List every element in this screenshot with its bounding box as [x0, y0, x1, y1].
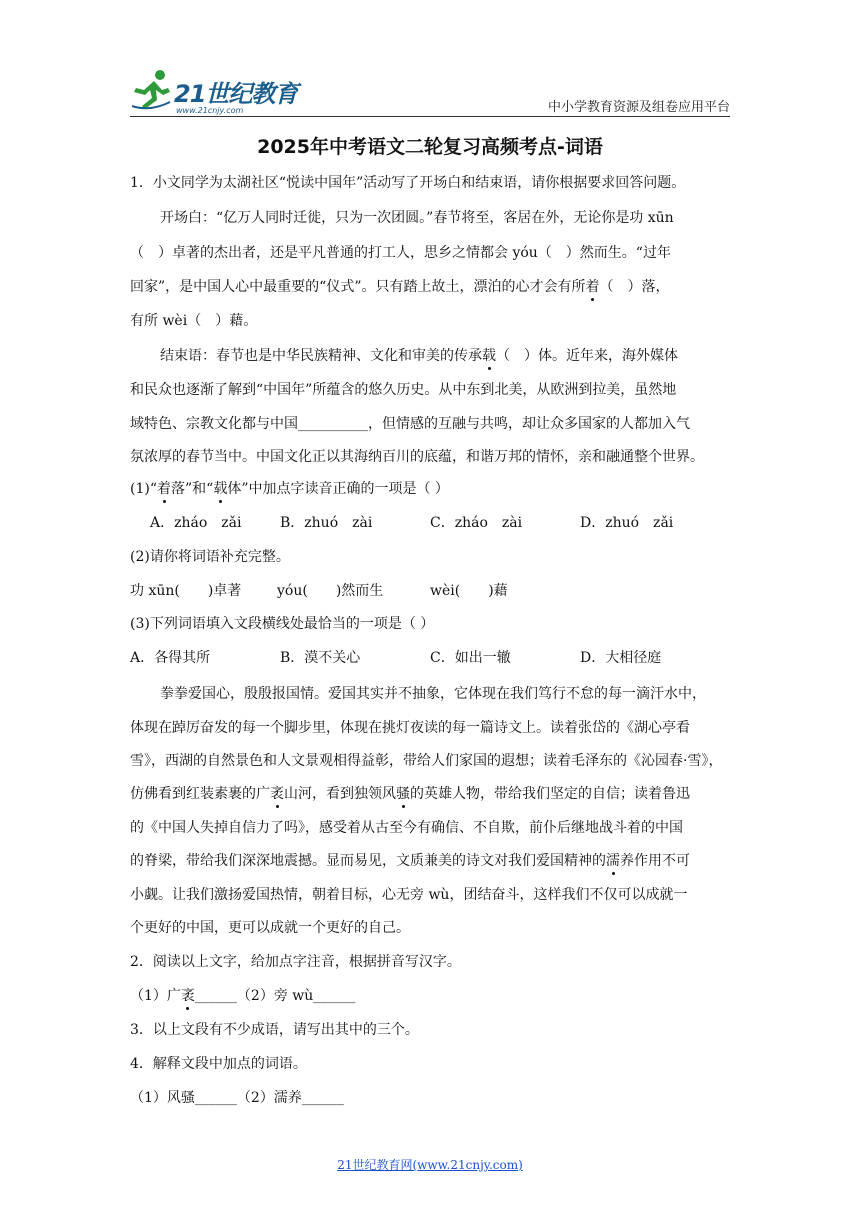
- passage-line-5: 的《中国人失掉自信力了吗》，感受着从古至今有确信、不自欺，前仆后继地战斗着的中国: [130, 820, 683, 836]
- platform-name: 中小学教育资源及组卷应用平台: [547, 100, 730, 115]
- q1-sub2-item-2: yóu( )然而生: [277, 583, 384, 599]
- footer-link[interactable]: 21世纪教育网(www.21cnjy.com): [337, 1158, 523, 1172]
- q1-sub3-stem: (3)下列词语填入文段横线处最恰当的一项是（ ）: [130, 616, 435, 632]
- page-header: [130, 62, 730, 122]
- q1-closing-line-4: 氛浓厚的春节当中。中国文化正以其海纳百川的底蕴，和谐万邦的情怀，亲和融通整个世界。: [130, 449, 704, 465]
- passage-line-3: 雪》，西湖的自然景色和人文景观相得益彰，带给人们家国的遐想；读着毛泽东的《沁园春·雪》，: [130, 753, 723, 769]
- q1-opening-line-2: （ ）卓著的杰出者，还是平凡普通的打工人，思乡之情都会 yóu（ ）然而生。“过年: [130, 245, 671, 261]
- q3-stem: 3．以上文段有不少成语，请写出其中的三个。: [130, 1022, 419, 1038]
- logo-url: www.21cnjy.com: [176, 106, 244, 115]
- q4-answer-line: （1）风骚______（2）濡养______: [130, 1090, 344, 1106]
- passage-line-2: 体现在踔厉奋发的每一个脚步里，体现在挑灯夜读的每一篇诗文上。读着张岱的《湖心亭看: [130, 720, 690, 736]
- q1-closing-line-2: 和民众也逐渐了解到“中国年”所蕴含的悠久历史。从中东到北美，从欧洲到拉美，虽然地: [130, 382, 677, 398]
- header-divider: [130, 116, 730, 117]
- passage-line-6: 的脊梁，带给我们深深地震撼。显而易见，文质兼美的诗文对我们爱国精神的濡养作用不可: [130, 850, 690, 870]
- passage-line-1: 拳拳爱国心，殷殷报国情。爱国其实并不抽象，它体现在我们笃行不怠的每一滴汗水中，: [160, 686, 706, 702]
- passage-line-4: 仿佛看到红装素裹的广袤山河，看到独领风骚的英雄人物，带给我们坚定的自信；读着鲁迅: [130, 783, 690, 803]
- q1-stem: 1．小文同学为太湖社区“悦读中国年”活动写了开场白和结束语，请你根据要求回答问题。: [130, 175, 686, 191]
- q2-answer-line: （1）广袤______（2）旁 wù______: [130, 985, 355, 1005]
- q1-opening-line-4: 有所 wèi（ ）藉。: [130, 313, 258, 329]
- q1-sub2-item-3: wèi( )藉: [430, 583, 508, 599]
- dotted-char: 着: [585, 276, 599, 296]
- logo: [130, 68, 300, 118]
- q1-sub1-option-b: B．zhuó zài: [280, 515, 373, 531]
- dotted-char: 载: [482, 345, 496, 365]
- q1-closing-line-1: 结束语：春节也是中华民族精神、文化和审美的传承载（ ）体。近年来，海外媒体: [160, 345, 678, 365]
- q1-sub2-stem: (2)请你将词语补充完整。: [130, 549, 290, 565]
- logo-text: 21世纪教育: [174, 80, 298, 108]
- passage-line-8: 个更好的中国，更可以成就一个更好的自己。: [130, 920, 410, 936]
- q1-opening-line-1: 开场白：“亿万人同时迁徙，只为一次团圆。”春节将至，客居在外，无论你是功 xūn: [160, 210, 674, 226]
- q1-sub1-stem: (1)“着落”和“载体”中加点字读音正确的一项是（ ）: [130, 478, 449, 498]
- q1-opening-line-3: 回家”，是中国人心中最重要的“仪式”。只有踏上故土，漂泊的心才会有所着（ ）落，: [130, 276, 669, 296]
- q1-sub1-option-a: A．zháo zǎi: [150, 515, 242, 531]
- q1-sub1-option-d: D．zhuó zǎi: [580, 515, 674, 531]
- q1-sub3-option-a: A．各得其所: [130, 650, 211, 666]
- q1-sub3-option-d: D．大相径庭: [580, 650, 662, 666]
- passage-line-7: 小觑。让我们激扬爱国热情，朝着目标，心无旁 wù，团结奋斗，这样我们不仅可以成就一: [130, 887, 688, 903]
- q1-closing-line-3: 域特色、宗教文化都与中国__________，但情感的互融与共鸣，却让众多国家的人都加入气: [130, 416, 690, 432]
- q1-sub3-option-c: C．如出一辙: [430, 650, 511, 666]
- q1-sub2-item-1: 功 xūn( )卓著: [130, 583, 242, 599]
- q4-stem: 4．解释文段中加点的词语。: [130, 1056, 307, 1072]
- q1-sub3-option-b: B．漠不关心: [280, 650, 361, 666]
- page-footer: [0, 1156, 860, 1173]
- q1-sub1-option-c: C．zháo zài: [430, 515, 523, 531]
- page-title: 2025年中考语文二轮复习高频考点-词语: [257, 136, 603, 158]
- q2-stem: 2．阅读以上文字，给加点字注音，根据拼音写汉字。: [130, 954, 461, 970]
- runner-logo-icon: [130, 68, 174, 112]
